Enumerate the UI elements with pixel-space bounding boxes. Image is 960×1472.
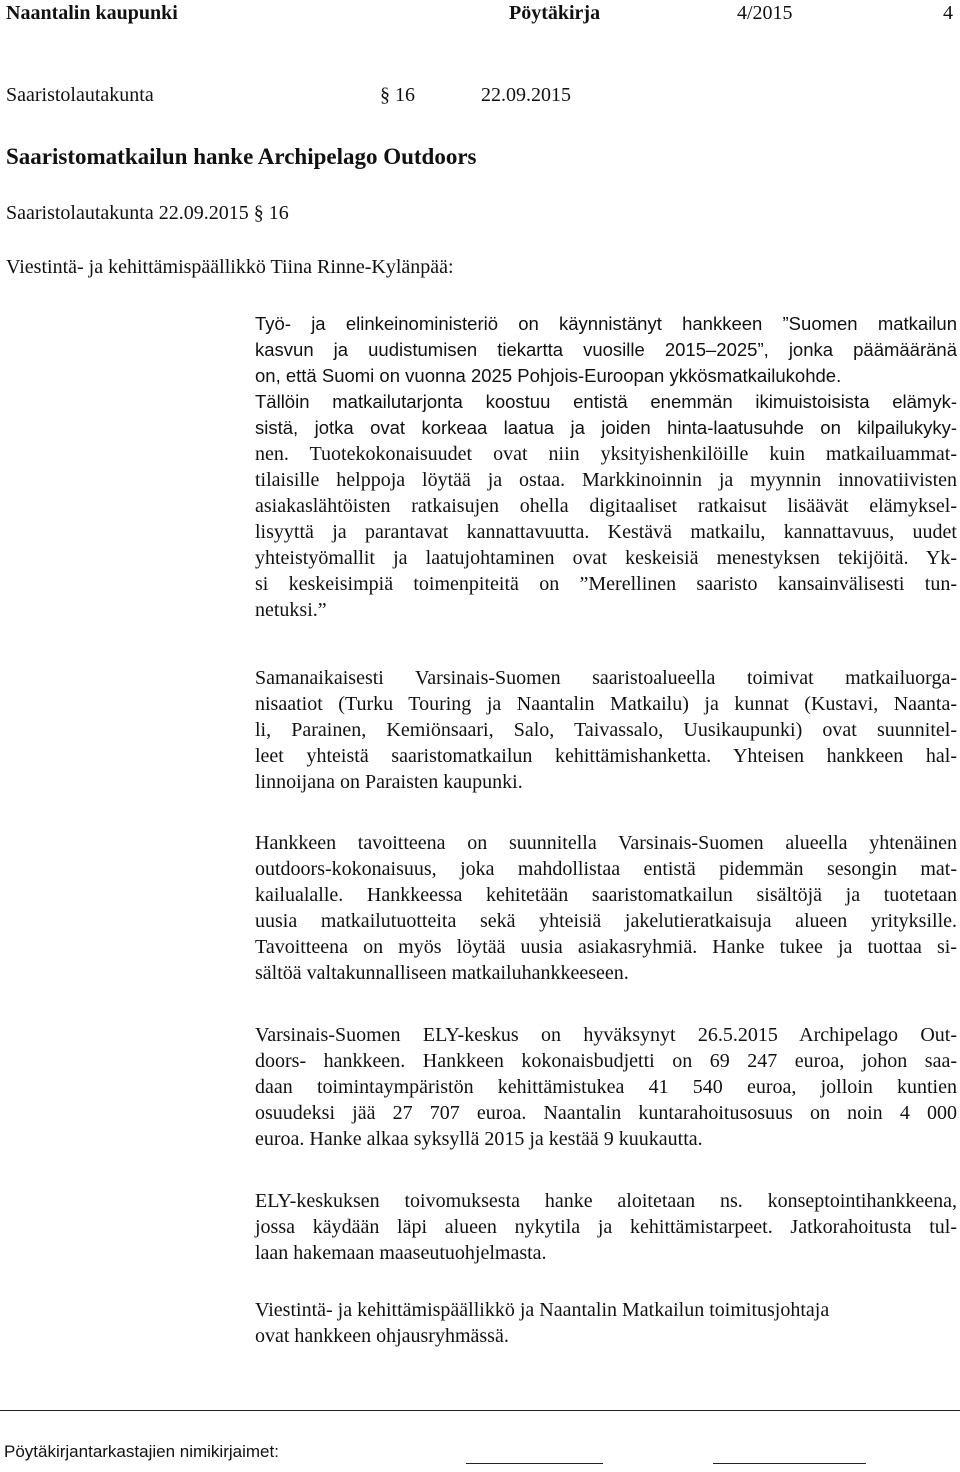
paragraph-6 [255, 1297, 957, 1349]
municipality-name: Naantalin kaupunki [6, 2, 178, 24]
paragraph-line: on, että Suomi on vuonna 2025 Pohjois-Euroopan ykkösmatkailukohde. [255, 365, 842, 386]
paragraph-line: daan toimintaympäristön kehittämistukea 41 540 euroa, jolloin kuntien [255, 1076, 957, 1098]
paragraph-line: ELY-keskuksen toivomuksesta hanke aloitetaan ns. konseptointihankkeena, [255, 1190, 957, 1212]
paragraph-5 [255, 1188, 957, 1266]
signature-line-2 [713, 1463, 866, 1464]
section-title: Saaristomatkailun hanke Archipelago Outdoors [6, 144, 477, 169]
paragraph-line: sältöä valtakunnalliseen matkailuhankkeeseen. [255, 962, 629, 984]
paragraph-2 [255, 665, 957, 795]
signatures-label: Pöytäkirjantarkastajien nimikirjaimet: [4, 1442, 279, 1461]
paragraph-line: Tavoitteena on myös löytää uusia asiakasryhmiä. Hanke tukee ja tuottaa si- [255, 936, 957, 958]
paragraph-line: Hankkeen tavoitteena on suunnitella Varsinais-Suomen alueella yhtenäinen [255, 832, 957, 854]
document-type: Pöytäkirja [509, 2, 601, 24]
paragraph-line: doors- hankkeen. Hankkeen kokonaisbudjetti on 69 247 euroa, johon saa- [255, 1050, 957, 1072]
paragraph-line: linnoijana on Paraisten kaupunki. [255, 771, 523, 793]
document-number: 4/2015 [737, 2, 793, 24]
paragraph-line: leet yhteistä saaristomatkailun kehittämishanketta. Yhteisen hankkeen hal- [255, 745, 957, 767]
paragraph-line: Samanaikaisesti Varsinais-Suomen saaristoalueella toimivat matkailuorga- [255, 667, 957, 689]
meeting-date: 22.09.2015 [481, 84, 571, 106]
presenter-line: Viestintä- ja kehittämispäällikkö Tiina Rinne-Kylänpää: [6, 256, 454, 278]
committee-name: Saaristolautakunta [6, 84, 154, 106]
paragraph-line: netuksi.” [255, 599, 327, 621]
paragraph-line: Viestintä- ja kehittämispäällikkö ja Naantalin Matkailun toimitusjohtaja [255, 1299, 830, 1321]
paragraph-line: nisaatiot (Turku Touring ja Naantalin Matkailu) ja kunnat (Kustavi, Naanta- [255, 693, 957, 715]
paragraph-line: euroa. Hanke alkaa syksyllä 2015 ja kestää 9 kuukautta. [255, 1128, 703, 1150]
paragraph-line: lisyyttä ja parantavat kannattavuutta. Kestävä matkailu, kannattavuus, uudet [255, 521, 957, 543]
section-number: § 16 [380, 84, 415, 106]
paragraph-line: osuudeksi jää 27 707 euroa. Naantalin kuntarahoitusosuus on noin 4 000 [255, 1102, 957, 1124]
signature-line-1 [466, 1463, 603, 1464]
section-meta: Saaristolautakunta 22.09.2015 § 16 [6, 202, 289, 224]
paragraph-4 [255, 1022, 957, 1152]
paragraph-line: Varsinais-Suomen ELY-keskus on hyväksynyt 26.5.2015 Archipelago Out- [255, 1024, 957, 1046]
paragraph-line: Työ- ja elinkeinoministeriö on käynnistänyt hankkeen ”Suomen matkailun [255, 313, 957, 334]
paragraph-line: outdoors-kokonaisuus, joka mahdollistaa entistä pidemmän sesongin mat- [255, 858, 957, 880]
paragraph-line: sistä, jotka ovat korkeaa laatua ja joiden hinta-laatusuhde on kilpailukyky- [255, 417, 957, 438]
paragraph-line: asiakaslähtöisten ratkaisujen ohella digitaaliset ratkaisut lisäävät elämyksel- [255, 495, 957, 517]
paragraph-line: laan hakemaan maaseutuohjelmasta. [255, 1242, 547, 1264]
paragraph-line: uusia matkailutuotteita sekä yhteisiä jakelutieratkaisuja alueen yrityksille. [255, 910, 957, 932]
page-number: 4 [943, 2, 953, 24]
paragraph-line: li, Parainen, Kemiönsaari, Salo, Taivassalo, Uusikaupunki) ovat suunnitel- [255, 719, 957, 741]
paragraph-line: ovat hankkeen ohjausryhmässä. [255, 1325, 509, 1347]
paragraph-line: Tällöin matkailutarjonta koostuu entistä enemmän ikimuistoisista elämyk- [255, 391, 957, 412]
paragraph-line: yhteistyömallit ja laatujohtaminen ovat keskeisiä menestyksen tekijöitä. Yk- [255, 547, 957, 569]
paragraph-line: nen. Tuotekokonaisuudet ovat niin yksityishenkilöille kuin matkailuammat- [255, 443, 957, 465]
paragraph-line: jossa käydään läpi alueen nykytila ja kehittämistarpeet. Jatkorahoitusta tul- [255, 1216, 957, 1238]
footer-divider [0, 1410, 960, 1411]
paragraph-3 [255, 830, 957, 986]
paragraph-line: kailualalle. Hankkeessa kehitetään saaristomatkailun sisältöjä ja tuotetaan [255, 884, 957, 906]
paragraph-line: tilaisille helppoja löytää ja ostaa. Markkinoinnin ja myynnin innovatiivisten [255, 469, 957, 491]
paragraph-1 [255, 311, 957, 623]
paragraph-line: kasvun ja uudistumisen tiekartta vuosille 2015–2025”, jonka päämääränä [255, 339, 957, 360]
paragraph-line: si keskeisimpiä toimenpiteitä on ”Merellinen saaristo kansainvälisesti tun- [255, 573, 957, 595]
